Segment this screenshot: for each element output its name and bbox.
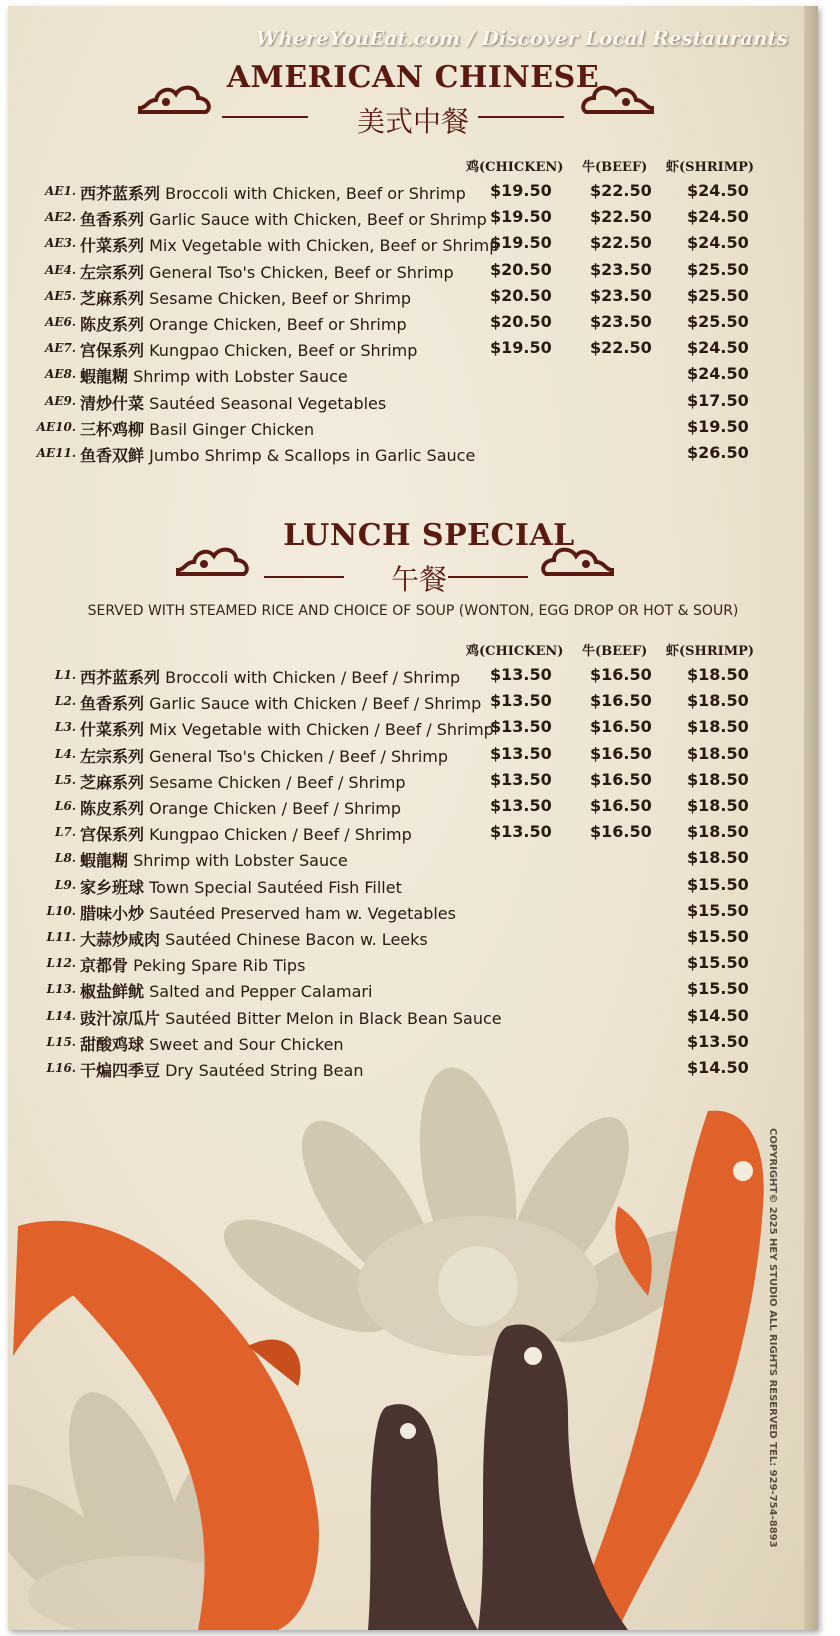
- item-name-chinese: 宫保系列: [80, 825, 145, 845]
- price-chicken: $20.50: [490, 259, 552, 279]
- price-chicken: $13.50: [490, 691, 552, 711]
- item-name-english: Broccoli with Chicken, Beef or Shrimp: [165, 184, 466, 203]
- item-code: L11.: [46, 930, 76, 944]
- item-name: [80, 1058, 363, 1081]
- price-beef: $22.50: [590, 233, 652, 253]
- price-chicken: $19.50: [490, 338, 552, 358]
- lunch-note: SERVED WITH STEAMED RICE AND CHOICE OF SOUP (WONTON, EGG DROP OR HOT & SOUR): [87, 603, 739, 619]
- item-code: AE8.: [45, 367, 76, 382]
- menu-item-row: [8, 258, 818, 284]
- section-title-american: AMERICAN CHINESE: [226, 60, 600, 95]
- price-chicken: $20.50: [490, 285, 552, 305]
- price-shrimp: $15.50: [687, 953, 749, 973]
- item-name: [80, 260, 454, 283]
- item-name: [80, 822, 412, 845]
- col-header-beef: 牛(BEEF): [582, 160, 648, 175]
- item-name-english: Orange Chicken, Beef or Shrimp: [149, 315, 407, 334]
- menu-item-row: [8, 1056, 818, 1082]
- price-shrimp: $18.50: [687, 743, 749, 763]
- item-name-english: Salted and Pepper Calamari: [149, 982, 373, 1002]
- item-code: L7.: [55, 825, 76, 840]
- item-name-chinese: 陈皮系列: [80, 315, 145, 334]
- menu-item-row: [8, 663, 818, 689]
- price-shrimp: $19.50: [687, 416, 749, 436]
- price-shrimp: $24.50: [687, 364, 749, 384]
- menu-item-row: [8, 362, 818, 388]
- item-name-chinese: 清炒什菜: [80, 393, 145, 413]
- copyright-text: COPYRIGHT© 2025 HEY STUDIO ALL RIGHTS RESERVED TEL: 929-754-8893: [767, 1128, 778, 1548]
- price-beef: $16.50: [590, 822, 652, 842]
- item-name-english: General Tso's Chicken / Beef / Shrimp: [149, 746, 449, 766]
- price-chicken: $13.50: [490, 769, 552, 789]
- menu-item-row: [8, 794, 818, 820]
- item-name-chinese: 鱼香系列: [80, 210, 145, 230]
- section-subtitle-american: 美式中餐: [356, 105, 469, 138]
- price-beef: $23.50: [590, 259, 652, 279]
- item-code: L1.: [55, 668, 76, 682]
- item-code: L12.: [46, 956, 76, 971]
- item-name-english: Peking Spare Rib Tips: [133, 956, 306, 976]
- item-name: [80, 796, 401, 819]
- item-name-english: Sautéed Preserved ham w. Vegetables: [149, 903, 456, 923]
- menu-item-row: [8, 389, 818, 415]
- item-name-chinese: 芝麻系列: [80, 772, 145, 792]
- item-name-english: Sesame Chicken, Beef or Shrimp: [149, 288, 412, 308]
- section-subtitle-lunch: 午餐: [390, 563, 447, 596]
- price-chicken: $20.50: [490, 312, 552, 331]
- item-name-chinese: 大蒜炒咸肉: [80, 930, 161, 949]
- item-name-chinese: 蝦龍糊: [80, 367, 129, 387]
- menu-item-row: [8, 846, 818, 872]
- menu-item-row: [8, 951, 818, 977]
- item-name-chinese: 椒盐鲜鱿: [80, 982, 145, 1002]
- item-name-english: Mix Vegetable with Chicken / Beef / Shrimp: [149, 720, 494, 740]
- col-header-chicken: 鸡(CHICKEN): [466, 644, 564, 659]
- price-shrimp: $18.50: [687, 691, 749, 711]
- item-name: [80, 901, 456, 924]
- price-chicken: $13.50: [490, 822, 552, 842]
- item-name: [80, 665, 460, 688]
- item-code: L13.: [46, 982, 76, 997]
- item-name-chinese: 家乡班球: [80, 877, 145, 897]
- item-code: L15.: [46, 1034, 76, 1049]
- item-name: [80, 181, 466, 204]
- item-name-english: General Tso's Chicken, Beef or Shrimp: [149, 262, 454, 282]
- menu-item-row: [8, 742, 818, 768]
- price-shrimp: $15.50: [687, 979, 749, 999]
- item-name: [80, 286, 411, 309]
- price-beef: $22.50: [590, 338, 652, 358]
- col-header-beef: 牛(BEEF): [582, 644, 648, 659]
- menu-item-row: [8, 179, 818, 205]
- item-name-chinese: 干煸四季豆: [80, 1061, 161, 1080]
- menu-item-row: [8, 873, 818, 899]
- price-shrimp: $25.50: [687, 312, 749, 331]
- menu-item-row: [8, 441, 818, 467]
- item-name-english: Mix Vegetable with Chicken, Beef or Shrimp: [149, 236, 500, 256]
- item-name: [80, 1006, 502, 1029]
- col-header-chicken: 鸡(CHICKEN): [466, 160, 564, 175]
- item-code: L14.: [46, 1008, 76, 1023]
- item-name-chinese: 鱼香双鲜: [80, 446, 145, 465]
- item-name-chinese: 腊味小炒: [80, 903, 145, 923]
- menu-item-row: [8, 925, 818, 951]
- item-name-chinese: 什菜系列: [80, 720, 145, 740]
- item-name-english: Town Special Sautéed Fish Fillet: [149, 877, 402, 897]
- item-name-english: Garlic Sauce with Chicken, Beef or Shrimp: [149, 210, 487, 230]
- price-beef: $16.50: [590, 769, 652, 789]
- item-name-chinese: 左宗系列: [80, 262, 145, 282]
- item-name-english: Kungpao Chicken, Beef or Shrimp: [149, 341, 418, 361]
- item-name-english: Sautéed Seasonal Vegetables: [149, 393, 387, 413]
- price-beef: $22.50: [590, 181, 652, 200]
- item-name-english: Broccoli with Chicken / Beef / Shrimp: [165, 668, 461, 687]
- item-code: L16.: [46, 1061, 76, 1075]
- item-code: L2.: [55, 694, 76, 709]
- item-name: [80, 770, 405, 793]
- item-name-english: Dry Sautéed String Bean: [165, 1061, 364, 1080]
- item-name: [80, 207, 487, 230]
- price-shrimp: $24.50: [687, 338, 749, 358]
- item-name-english: Garlic Sauce with Chicken / Beef / Shrimp: [149, 694, 482, 714]
- item-name-chinese: 京都骨: [80, 956, 129, 976]
- price-beef: $22.50: [590, 207, 652, 227]
- menu-item-row: [8, 899, 818, 925]
- price-chicken: $19.50: [490, 233, 552, 253]
- item-name-chinese: 宫保系列: [80, 341, 145, 361]
- item-name-chinese: 鱼香系列: [80, 694, 145, 714]
- menu-item-row: [8, 310, 818, 336]
- item-code: AE11.: [36, 446, 76, 460]
- item-code: AE6.: [45, 315, 76, 329]
- item-name-chinese: 芝麻系列: [80, 288, 145, 308]
- menu-page: [8, 6, 818, 1630]
- item-name-english: Shrimp with Lobster Sauce: [133, 367, 348, 387]
- price-chicken: $13.50: [490, 743, 552, 763]
- item-code: AE9.: [45, 393, 76, 408]
- item-code: L8.: [55, 851, 76, 866]
- item-code: AE1.: [45, 184, 76, 198]
- item-code: AE10.: [36, 419, 76, 434]
- price-chicken: $19.50: [490, 207, 552, 227]
- col-header-shrimp: 虾(SHRIMP): [666, 160, 755, 175]
- item-name-english: Sweet and Sour Chicken: [149, 1034, 344, 1054]
- item-name: [80, 717, 494, 740]
- item-code: L10.: [46, 903, 76, 918]
- item-name-english: Sautéed Bitter Melon in Black Bean Sauce: [165, 1008, 502, 1028]
- price-shrimp: $15.50: [687, 927, 749, 946]
- item-name: [80, 979, 372, 1002]
- menu-item-row: [8, 977, 818, 1003]
- item-name-english: Orange Chicken / Beef / Shrimp: [149, 799, 402, 818]
- col-header-shrimp: 虾(SHRIMP): [666, 644, 755, 659]
- price-shrimp: $18.50: [687, 665, 749, 684]
- item-name: [80, 417, 314, 440]
- price-beef: $16.50: [590, 665, 652, 684]
- price-shrimp: $18.50: [687, 717, 749, 737]
- item-code: L3.: [55, 720, 76, 735]
- item-name-chinese: 陈皮系列: [80, 799, 145, 818]
- item-name: [80, 848, 348, 871]
- section-title-lunch: LUNCH SPECIAL: [283, 518, 575, 553]
- item-name-chinese: 西芥蓝系列: [80, 668, 161, 687]
- item-code: AE4.: [45, 262, 76, 277]
- item-name: [80, 927, 428, 950]
- menu-item-row: [8, 715, 818, 741]
- item-name: [80, 312, 407, 335]
- price-beef: $16.50: [590, 796, 652, 815]
- price-shrimp: $18.50: [687, 769, 749, 789]
- menu-item-row: [8, 205, 818, 231]
- price-shrimp: $24.50: [687, 233, 749, 253]
- menu-item-row: [8, 689, 818, 715]
- item-code: AE7.: [45, 341, 76, 356]
- price-shrimp: $25.50: [687, 259, 749, 279]
- price-shrimp: $18.50: [687, 822, 749, 842]
- item-name-english: Sautéed Chinese Bacon w. Leeks: [165, 930, 428, 949]
- price-shrimp: $18.50: [687, 796, 749, 815]
- item-code: AE2.: [45, 210, 76, 225]
- item-name-chinese: 什菜系列: [80, 236, 145, 256]
- item-name: [80, 233, 499, 256]
- item-code: L6.: [55, 799, 76, 813]
- price-shrimp: $15.50: [687, 900, 749, 920]
- price-shrimp: $15.50: [687, 874, 749, 894]
- item-name-english: Jumbo Shrimp & Scallops in Garlic Sauce: [149, 446, 476, 465]
- price-chicken: $13.50: [490, 717, 552, 737]
- price-chicken: $13.50: [490, 796, 552, 815]
- price-beef: $16.50: [590, 743, 652, 763]
- price-beef: $23.50: [590, 312, 652, 331]
- price-shrimp: $25.50: [687, 285, 749, 305]
- menu-item-row: [8, 284, 818, 310]
- item-name-chinese: 豉汁凉瓜片: [80, 1008, 161, 1028]
- item-code: L9.: [55, 877, 76, 892]
- item-name: [80, 1032, 344, 1055]
- menu-item-row: [8, 415, 818, 441]
- price-shrimp: $24.50: [687, 181, 749, 200]
- item-name: [80, 744, 448, 767]
- item-code: AE3.: [45, 236, 76, 251]
- item-name: [80, 391, 386, 414]
- item-name-english: Basil Ginger Chicken: [149, 419, 315, 439]
- menu-item-row: [8, 336, 818, 362]
- watermark: WhereYouEat.com / Discover Local Restaurants: [255, 26, 788, 50]
- price-shrimp: $17.50: [687, 390, 749, 410]
- item-name: [80, 953, 305, 976]
- menu-item-row: [8, 768, 818, 794]
- item-name-english: Sesame Chicken / Beef / Shrimp: [149, 772, 406, 792]
- item-name: [80, 364, 348, 387]
- menu-item-row: [8, 231, 818, 257]
- item-name-chinese: 蝦龍糊: [80, 851, 129, 871]
- item-name: [80, 875, 402, 898]
- price-shrimp: $13.50: [687, 1031, 749, 1051]
- item-name-english: Kungpao Chicken / Beef / Shrimp: [149, 825, 412, 845]
- item-name-chinese: 左宗系列: [80, 746, 145, 766]
- price-shrimp: $18.50: [687, 848, 749, 868]
- koi-lotus-illustration: [8, 1056, 818, 1630]
- item-name: [80, 338, 417, 361]
- price-shrimp: $24.50: [687, 207, 749, 227]
- item-code: L4.: [55, 746, 76, 761]
- item-code: AE5.: [45, 288, 76, 303]
- item-name: [80, 691, 481, 714]
- price-shrimp: $14.50: [687, 1005, 749, 1025]
- price-shrimp: $14.50: [687, 1058, 749, 1077]
- price-shrimp: $26.50: [687, 443, 749, 462]
- price-chicken: $19.50: [490, 181, 552, 200]
- price-chicken: $13.50: [490, 665, 552, 684]
- item-name-chinese: 甜酸鸡球: [80, 1034, 145, 1054]
- menu-item-row: [8, 1004, 818, 1030]
- price-beef: $16.50: [590, 691, 652, 711]
- menu-item-row: [8, 1030, 818, 1056]
- item-name-chinese: 三杯鸡柳: [80, 419, 145, 439]
- price-beef: $16.50: [590, 717, 652, 737]
- item-name-english: Shrimp with Lobster Sauce: [133, 851, 348, 871]
- item-code: L5.: [55, 772, 76, 787]
- price-beef: $23.50: [590, 285, 652, 305]
- item-name: [80, 443, 475, 466]
- item-name-chinese: 西芥蓝系列: [80, 184, 161, 203]
- menu-item-row: [8, 820, 818, 846]
